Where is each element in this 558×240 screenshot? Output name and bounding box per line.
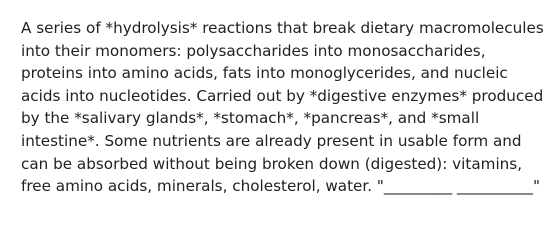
definition-text: A series of *hydrolysis* reactions that break dietary macromolecules into their monomers: polysaccharides into monosaccharides, proteins into amino acids, fats into monoglycerides, and nucleic acids into nucleotides. Carried out by *digestive enzymes* produced by the *salivary glands*, *stomach*, *pancreas*, and *small intestine*. Some nutrients are already present in usable form and can be absorbed without being broken down (digested): vitamins, free amino acids, minerals, cholesterol, water. "_________ __________" xyxy=(21,19,544,196)
